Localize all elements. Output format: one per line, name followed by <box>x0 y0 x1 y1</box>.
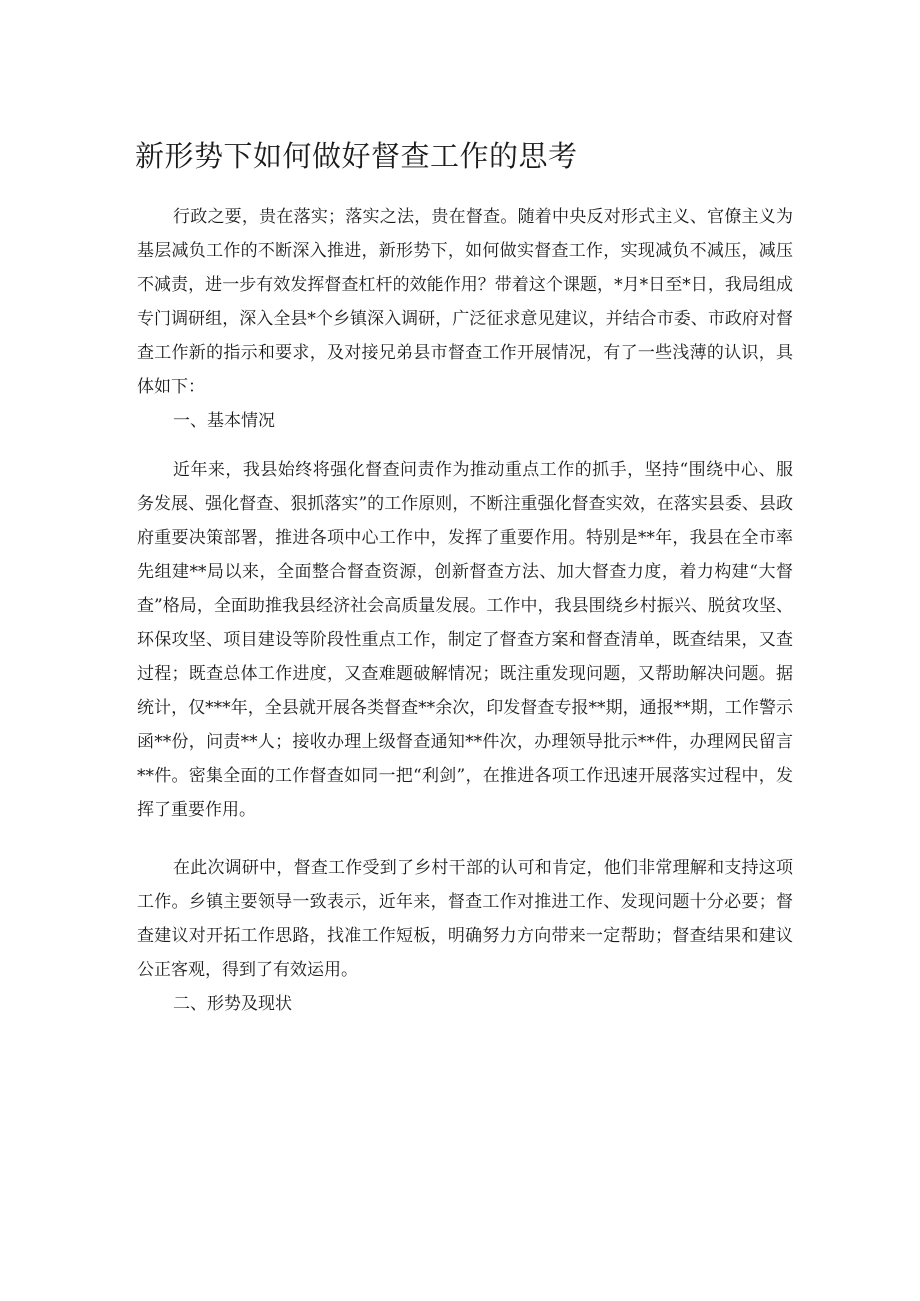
basic-situation-paragraph-1: 近年来，我县始终将强化督查问责作为推动重点工作的抓手，坚持“围绕中心、服务发展、强化督查、狠抓落实”的工作原则，不断注重强化督查实效，在落实县委、县政府重要决策部署，推进各项中心工作中，发挥了重要作用。特别是**年，我县在全市率先组建**局以来，全面整合督查资源，创新督查方法、加大督查力度，着力构建“大督查”格局，全面助推我县经济社会高质量发展。工作中，我县围绕乡村振兴、脱贫攻坚、环保攻坚、项目建设等阶段性重点工作，制定了督查方案和督查清单，既查结果，又查过程；既查总体工作进度，又查难题破解情况；既注重发现问题，又帮助解决问题。据统计，仅***年，全县就开展各类督查**余次，印发督查专报**期，通报**期，工作警示函**份，问责**人；接收办理上级督查通知**件次，办理领导批示**件，办理网民留言**件。密集全面的工作督查如同一把“利剑”，在推进各项工作迅速开展落实过程中，发挥了重要作用。 <box>137 460 793 820</box>
intro-paragraph: 行政之要，贵在落实；落实之法，贵在督查。随着中央反对形式主义、官僚主义为基层减负工作的不断深入推进，新形势下，如何做实督查工作，实现减负不减压，减压不减责，进一步有效发挥督查杠杆的效能作用？带着这个课题，*月*日至*日，我局组成专门调研组，深入全县*个乡镇深入调研，广泛征求意见建议，并结合市委、市政府对督查工作新的指示和要求，及对接兄弟县市督查工作开展情况，有了一些浅薄的认识，具体如下： <box>137 207 793 397</box>
basic-situation-paragraph-2: 在此次调研中，督查工作受到了乡村干部的认可和肯定，他们非常理解和支持这项工作。乡镇主要领导一致表示，近年来，督查工作对推进工作、发现问题十分必要；督查建议对开拓工作思路，找准工作短板，明确努力方向带来一定帮助；督查结果和建议公正客观，得到了有效运用。 <box>137 858 793 980</box>
section-heading-situation-status: 二、形势及现状 <box>173 994 292 1014</box>
document-body <box>137 200 793 1021</box>
section-heading-basic-situation: 一、基本情况 <box>173 411 275 431</box>
document-title: 新形势下如何做好督查工作的思考 <box>135 139 578 173</box>
